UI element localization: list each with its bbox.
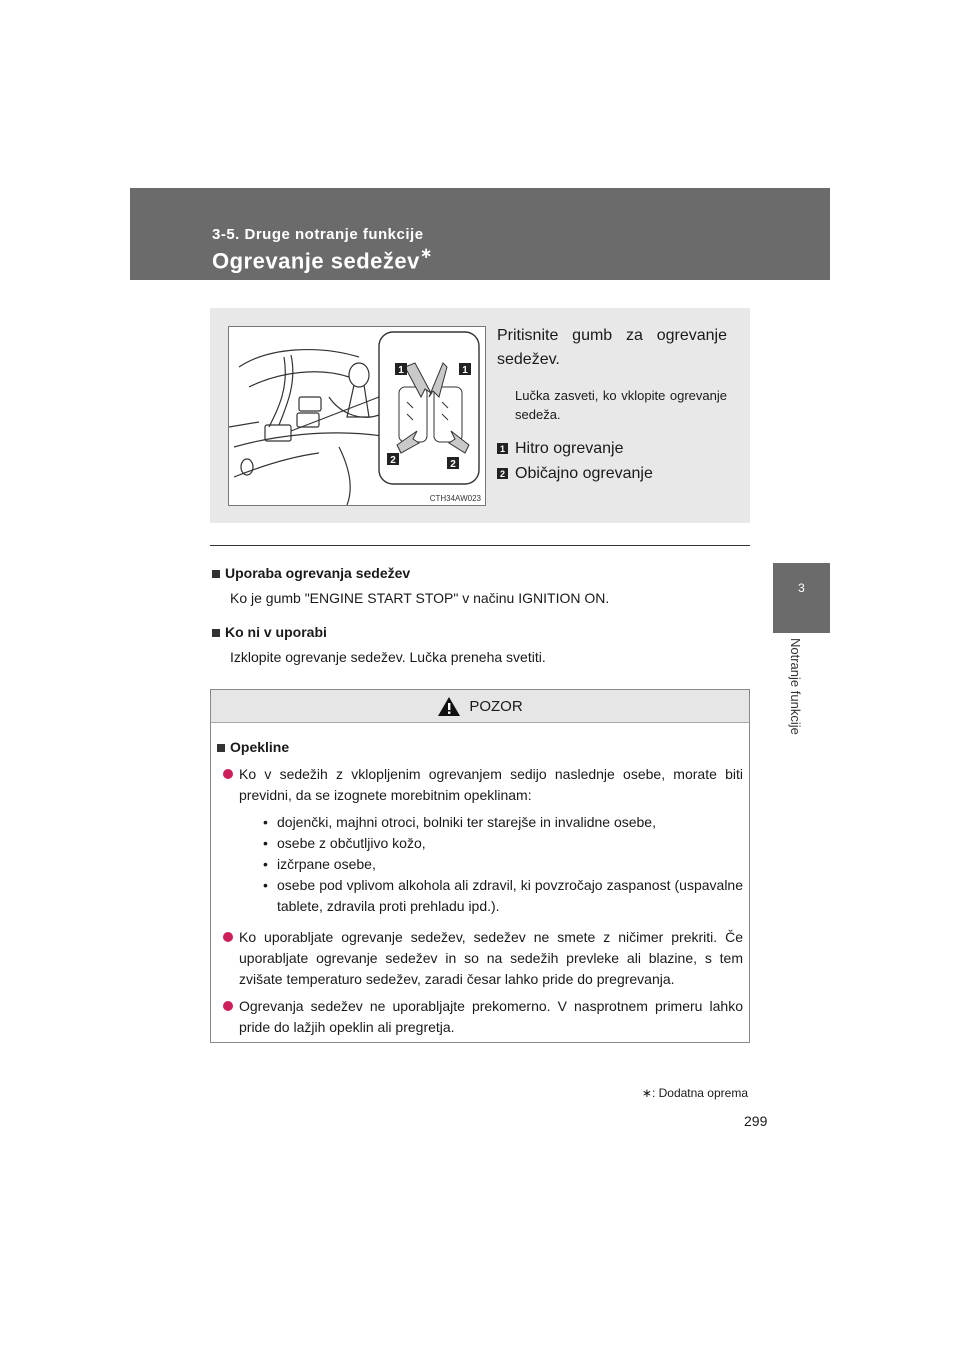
page-title	[212, 246, 433, 274]
footnote-mark: ∗	[641, 1086, 652, 1100]
section-heading: Ko ni v uporabi	[212, 622, 752, 642]
warning-bullet	[217, 764, 743, 921]
legend-badge: 2	[497, 468, 508, 479]
footnote-text: : Dodatna oprema	[651, 1086, 748, 1100]
legend-label: Običajno ogrevanje	[515, 464, 653, 482]
bullet-text: Ogrevanja sedežev ne uporabljajte prekomerno. V nasprotnem primeru lahko pride do lažjih opeklin ali pregretja.	[239, 998, 743, 1035]
svg-text:1: 1	[462, 365, 468, 376]
svg-text:1: 1	[398, 365, 404, 376]
figure-code: CTH34AW023	[429, 494, 481, 503]
console-drawing-icon	[229, 327, 485, 505]
list-item: • dojenčki, majhni otroci, bolniki ter starejše in invalidne osebe,	[263, 814, 656, 830]
chapter-label: Notranje funkcije	[788, 638, 803, 735]
square-bullet-icon	[212, 570, 220, 578]
seat-heater-illustration	[228, 326, 486, 506]
divider	[210, 545, 750, 546]
warning-header	[211, 690, 749, 723]
warning-triangle-icon	[437, 696, 461, 717]
bullet-dot-icon	[223, 769, 233, 779]
figure-legend	[497, 436, 727, 486]
bullet-text: Ko uporabljate ogrevanje sedežev, sedežev ne smete z ničimer prekriti. Če uporabljate ogrevanje sedežev in so na sedežih prevleke ali blazine, s tem zvišate temperaturo sedežev, zaradi česar lahko pride do pregrevanja.	[239, 929, 743, 987]
square-bullet-icon	[212, 629, 220, 637]
chapter-tab	[773, 563, 830, 633]
svg-text:2: 2	[450, 459, 456, 470]
warning-topic: Opekline	[217, 737, 743, 758]
legend-label: Hitro ogrevanje	[515, 439, 624, 457]
legend-item	[497, 436, 727, 461]
bullet-text: Ko v sedežih z vklopljenim ogrevanjem sedijo naslednje osebe, morate biti previdni, da se izognete morebitnim opeklinam:	[239, 766, 743, 803]
figure-box	[210, 308, 750, 523]
page-header	[130, 188, 830, 280]
bullet-dot-icon	[223, 932, 233, 942]
square-bullet-icon	[217, 744, 225, 752]
warning-box	[210, 689, 750, 1043]
figure-text	[497, 324, 727, 486]
warning-bullet	[217, 996, 743, 1038]
legend-item	[497, 461, 727, 486]
warning-body	[211, 723, 749, 1038]
legend-badge: 1	[497, 443, 508, 454]
section-body: Ko je gumb "ENGINE START STOP" v načinu IGNITION ON.	[230, 590, 610, 606]
info-section	[212, 622, 752, 667]
section-label: 3-5. Druge notranje funkcije	[212, 226, 424, 243]
info-section	[212, 563, 752, 608]
list-item: • osebe pod vplivom alkohola ali zdravil, ki povzročajo zaspanost (uspavalne tablete, zdravila proti prehladu ipd.).	[263, 877, 743, 914]
list-item: • osebe z občutljivo kožo,	[263, 835, 426, 851]
section-heading: Uporaba ogrevanja sedežev	[212, 563, 752, 583]
section-body: Izklopite ogrevanje sedežev. Lučka preneha svetiti.	[230, 649, 546, 665]
info-sections	[212, 563, 752, 681]
warning-label: POZOR	[469, 697, 523, 715]
title-text: Ogrevanje sedežev	[212, 248, 420, 274]
warning-bullet	[217, 927, 743, 990]
footnote	[642, 1086, 748, 1100]
list-item: • izčrpane osebe,	[263, 856, 376, 872]
svg-text:2: 2	[390, 455, 396, 466]
page-number: 299	[744, 1113, 768, 1129]
optional-equipment-mark: ∗	[419, 245, 433, 262]
instruction-text: Pritisnite gumb za ogrevanje sedežev.	[497, 327, 727, 368]
bullet-dot-icon	[223, 1001, 233, 1011]
instruction-note: Lučka zasveti, ko vklopite ogrevanje sedeža.	[515, 388, 727, 422]
chapter-number: 3	[798, 581, 805, 595]
sub-list	[263, 812, 743, 917]
